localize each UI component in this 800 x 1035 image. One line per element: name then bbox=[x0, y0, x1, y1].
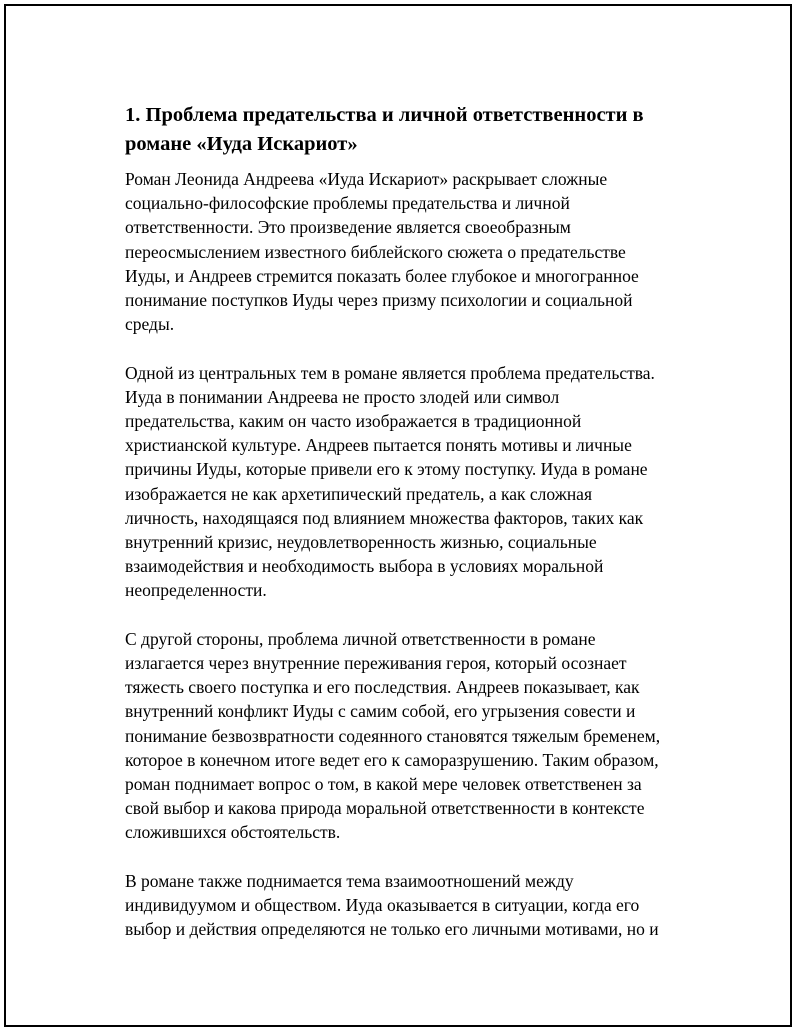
text-line: В романе также поднимается тема взаимоотношений между bbox=[125, 870, 574, 891]
text-line: христианской культуре. Андреев пытается понять мотивы и личные bbox=[125, 435, 632, 456]
text-line: взаимодействия и необходимость выбора в условиях моральной bbox=[125, 556, 604, 577]
text-line: тяжесть своего поступка и его последствия. Андреев показывает, как bbox=[125, 677, 640, 698]
text-line: ответственности. Это произведение является своеобразным bbox=[125, 217, 571, 238]
text-line: внутренний кризис, неудовлетворенность жизнью, социальные bbox=[125, 532, 597, 553]
text-line: индивидуумом и обществом. Иуда оказывается в ситуации, когда его bbox=[125, 895, 640, 916]
text-line: внутренний конфликт Иуды с самим собой, его угрызения совести и bbox=[125, 701, 636, 722]
text-line: выбор и действия определяются не только его личными мотивами, но и bbox=[125, 919, 659, 940]
text-line: излагается через внутренние переживания героя, который осознает bbox=[125, 653, 627, 674]
text-line: переосмыслением известного библейского сюжета о предательстве bbox=[125, 241, 626, 262]
text-line: Роман Леонида Андреева «Иуда Искариот» раскрывает сложные bbox=[125, 169, 608, 189]
text-line: предательства, каким он часто изображается в традиционной bbox=[125, 411, 582, 432]
text-line: которое в конечном итоге ведет его к саморазрушению. Таким образом, bbox=[125, 749, 659, 770]
text-line: понимание поступков Иуды через призму психологии и социальной bbox=[125, 290, 633, 311]
paragraph-4 bbox=[125, 869, 697, 942]
paragraph-3 bbox=[125, 627, 697, 845]
text-line: Иуды, и Андреев стремится показать более глубокое и многогранное bbox=[125, 265, 639, 286]
text-line: среды. bbox=[125, 314, 175, 335]
text-line: неопределенности. bbox=[125, 580, 267, 601]
text-line: личность, находящаяся под влиянием множества факторов, таких как bbox=[125, 507, 644, 528]
text-line: Иуда в понимании Андреева не просто злодей или символ bbox=[125, 386, 560, 407]
text-line: социально-философские проблемы предательства и личной bbox=[125, 193, 570, 214]
document-page bbox=[4, 4, 792, 1027]
heading-line: 1. Проблема предательства и личной ответственности в bbox=[125, 104, 644, 126]
heading-line: романе «Иуда Искариот» bbox=[125, 133, 358, 155]
paragraph-2 bbox=[125, 361, 697, 603]
section-heading bbox=[125, 101, 697, 159]
text-line: С другой стороны, проблема личной ответственности в романе bbox=[125, 628, 596, 649]
text-line: свой выбор и какова природа моральной ответственности в контексте bbox=[125, 798, 645, 819]
text-line: причины Иуды, которые привели его к этому поступку. Иуда в романе bbox=[125, 459, 648, 480]
document-content bbox=[125, 101, 697, 941]
text-line: Одной из центральных тем в романе является проблема предательства. bbox=[125, 362, 655, 383]
text-line: изображается не как архетипический предатель, а как сложная bbox=[125, 483, 592, 504]
paragraph-1 bbox=[125, 167, 697, 336]
text-line: сложившихся обстоятельств. bbox=[125, 822, 341, 843]
text-line: роман поднимает вопрос о том, в какой мере человек ответственен за bbox=[125, 774, 642, 795]
text-line: понимание безвозвратности содеянного становятся тяжелым бременем, bbox=[125, 725, 661, 746]
